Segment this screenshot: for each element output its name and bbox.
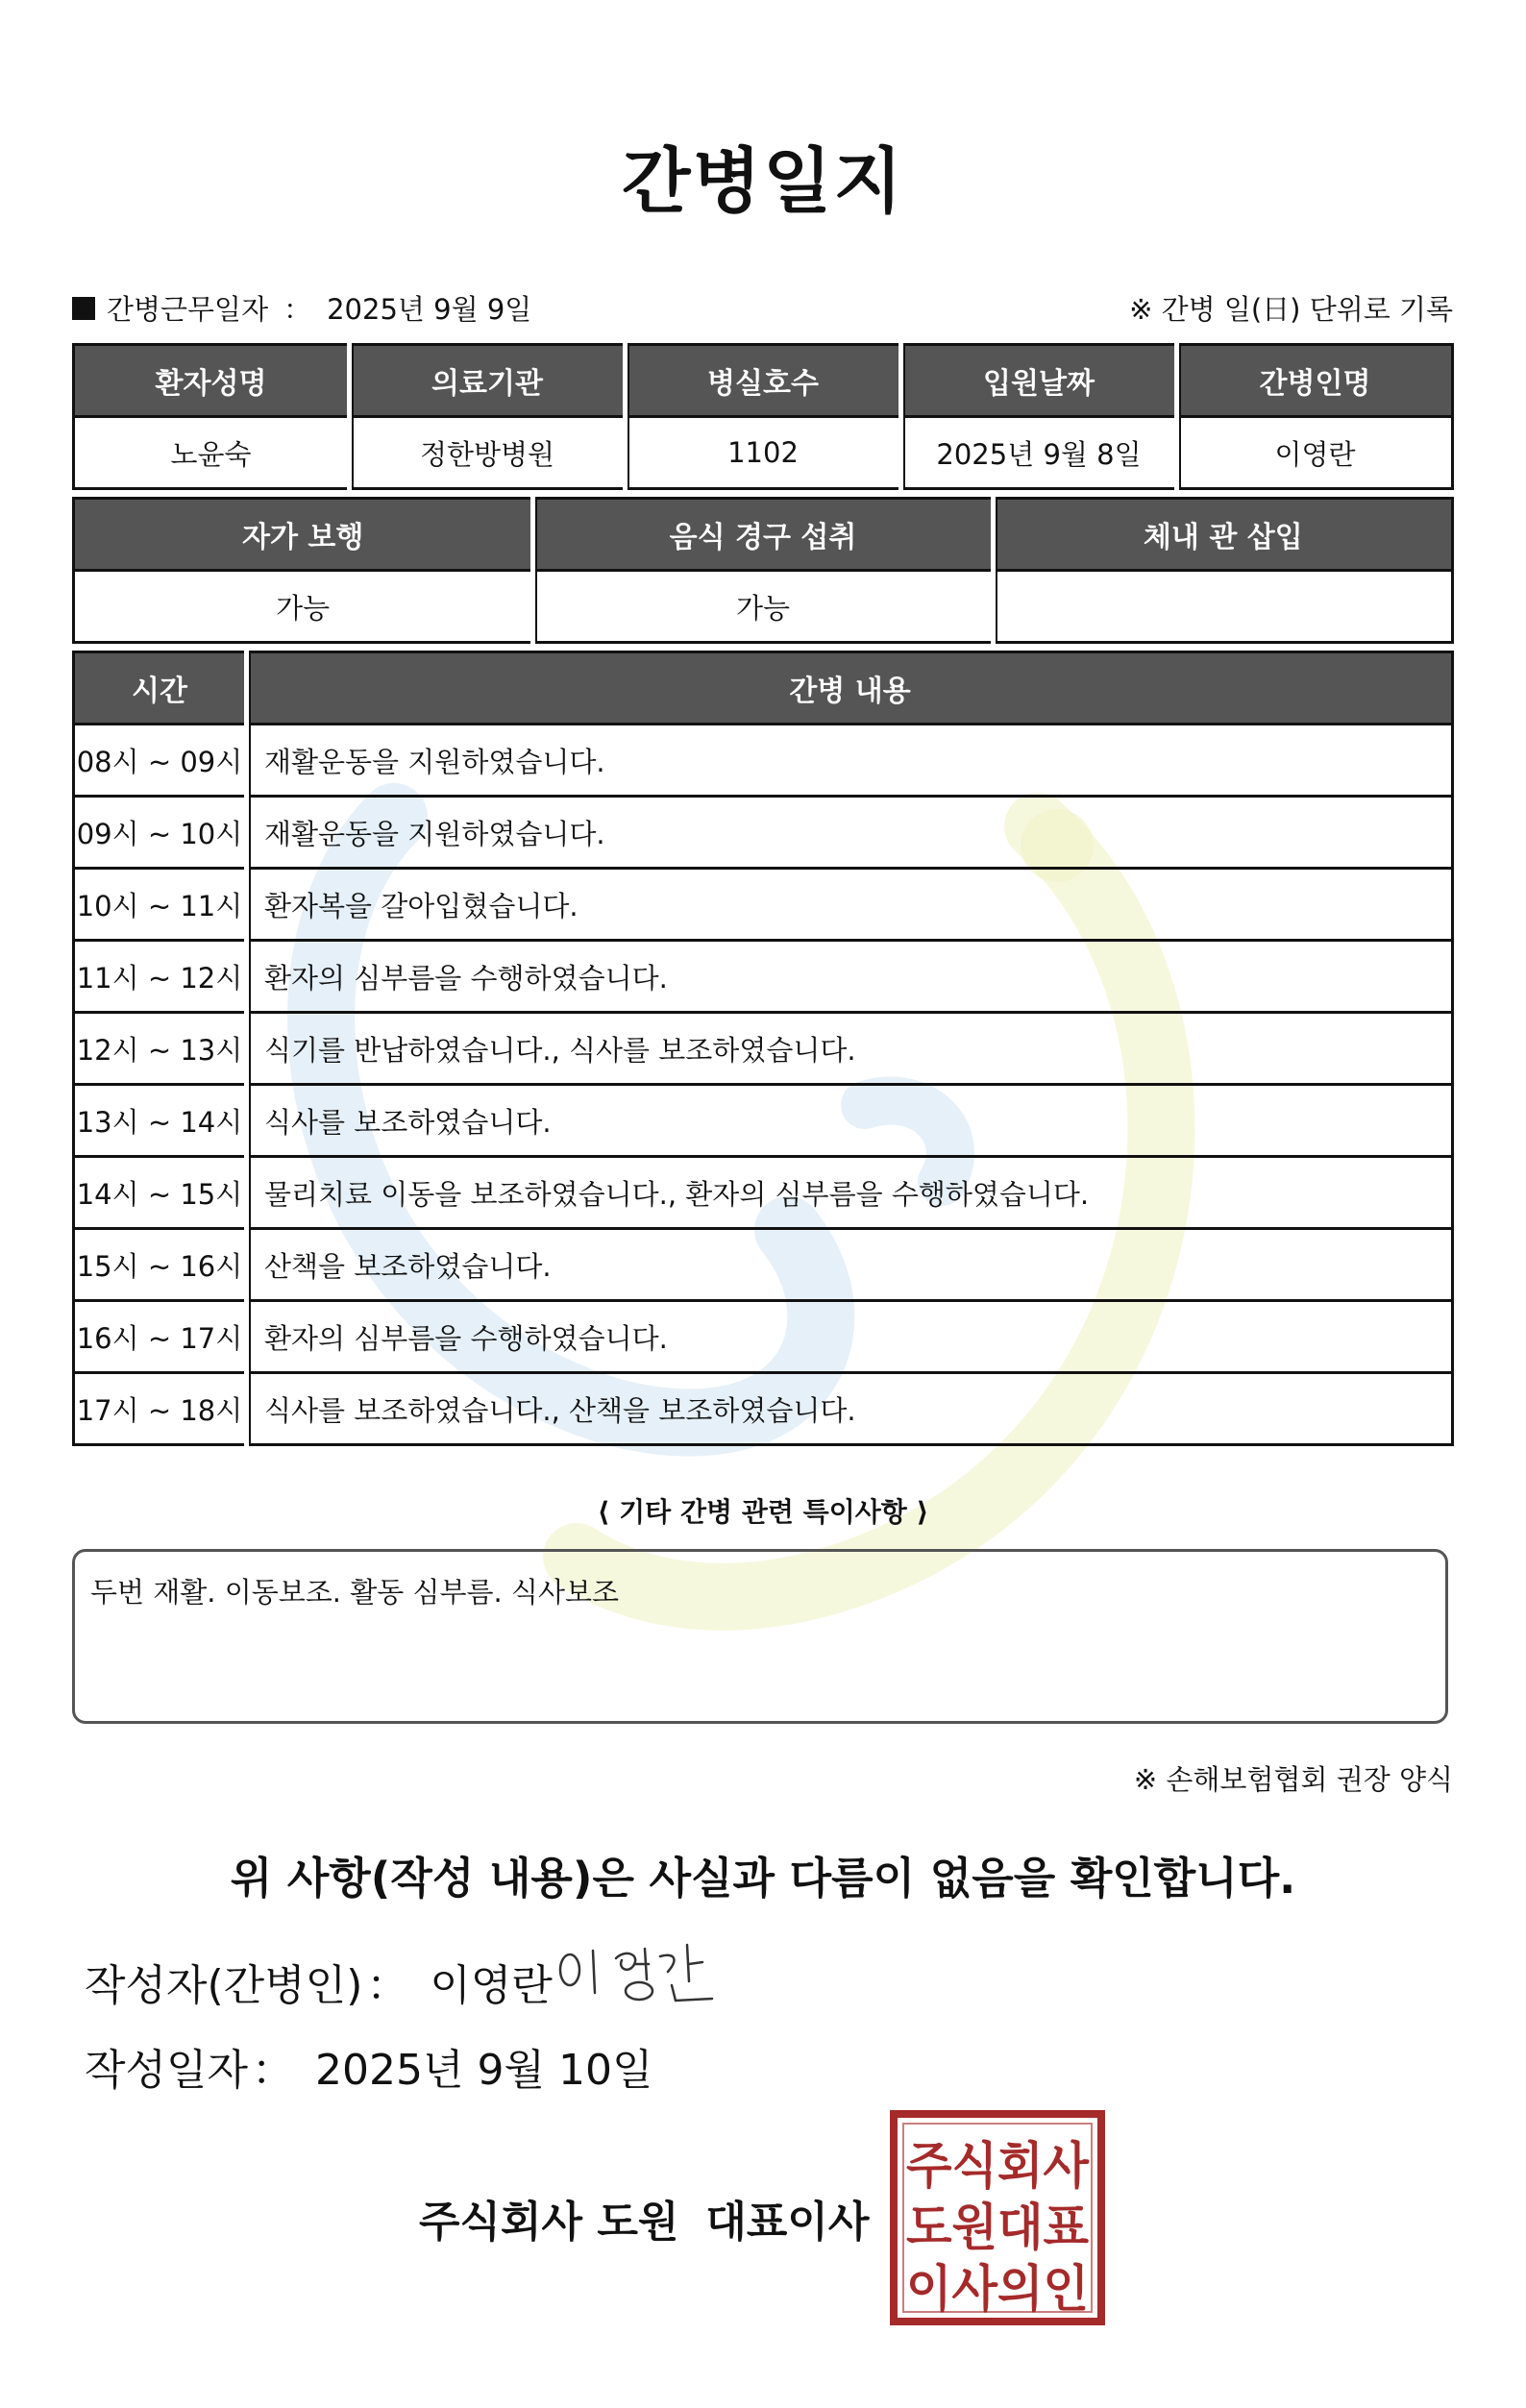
form-source-note: ※ 손해보험협회 권장 양식 xyxy=(1133,1763,1453,1796)
time-cell: 15시 ~ 16시 xyxy=(74,1229,247,1301)
table-row xyxy=(74,869,1453,941)
time-cell: 08시 ~ 09시 xyxy=(74,725,247,797)
table-row xyxy=(74,1301,1453,1373)
time-cell: 11시 ~ 12시 xyxy=(74,941,247,1013)
header-oral-intake: 음식 경구 섭취 xyxy=(533,499,993,571)
header-tube-insertion: 체내 관 삽입 xyxy=(993,499,1452,571)
page-title: 간병일지 xyxy=(622,140,904,223)
header-self-walking: 자가 보행 xyxy=(74,499,533,571)
header-room: 병실호수 xyxy=(626,345,901,417)
room-number: 1102 xyxy=(626,417,901,489)
admission-date: 2025년 9월 8일 xyxy=(901,417,1177,489)
content-cell: 환자복을 갈아입혔습니다. xyxy=(247,869,1453,941)
table-row xyxy=(74,1085,1453,1157)
writer-name: 이영란 xyxy=(430,1961,553,2010)
writer-colon: ： xyxy=(366,1961,409,2010)
table-header-row xyxy=(74,499,1453,571)
table-row xyxy=(74,1157,1453,1229)
header-admission-date: 입원날짜 xyxy=(901,345,1177,417)
table-row xyxy=(74,725,1453,797)
time-cell: 14시 ~ 15시 xyxy=(74,1157,247,1229)
content-cell: 환자의 심부름을 수행하였습니다. xyxy=(247,941,1453,1013)
time-cell: 16시 ~ 17시 xyxy=(74,1301,247,1373)
table-row xyxy=(74,1229,1453,1301)
company-title: 대표이사 xyxy=(705,2198,870,2247)
time-cell: 17시 ~ 18시 xyxy=(74,1373,247,1445)
company-seal-stamp xyxy=(890,2110,1105,2325)
table-row xyxy=(74,1013,1453,1085)
special-notes-title: ⟨ 기타 간병 관련 특이사항 ⟩ xyxy=(597,1496,929,1528)
work-date-label: 간병근무일자 xyxy=(107,293,269,326)
time-cell: 12시 ~ 13시 xyxy=(74,1013,247,1085)
header-institution: 의료기관 xyxy=(350,345,626,417)
care-log-table xyxy=(72,651,1454,1446)
header-caregiver-name: 간병인명 xyxy=(1177,345,1453,417)
table-row xyxy=(74,797,1453,869)
table-row xyxy=(74,571,1453,643)
table-header-row xyxy=(74,652,1453,725)
content-cell: 식사를 보조하였습니다., 산책을 보조하였습니다. xyxy=(247,1373,1453,1445)
header-patient-name: 환자성명 xyxy=(74,345,350,417)
content-cell: 식사를 보조하였습니다. xyxy=(247,1085,1453,1157)
content-cell: 환자의 심부름을 수행하였습니다. xyxy=(247,1301,1453,1373)
special-notes-box: 두번 재활. 이동보조. 활동 심부름. 식사보조 xyxy=(72,1549,1448,1724)
caregiver-name: 이영란 xyxy=(1177,417,1453,489)
company-name: 주식회사 도원 xyxy=(419,2198,679,2247)
time-cell: 09시 ~ 10시 xyxy=(74,797,247,869)
seal-line-2: 도원대표 xyxy=(906,2199,1089,2257)
institution: 정한방병원 xyxy=(350,417,626,489)
time-cell: 13시 ~ 14시 xyxy=(74,1085,247,1157)
written-date-label: 작성일자 xyxy=(85,2046,249,2095)
patient-name: 노윤숙 xyxy=(74,417,350,489)
self-walking-value: 가능 xyxy=(74,571,533,643)
content-cell: 식기를 반납하였습니다., 식사를 보조하였습니다. xyxy=(247,1013,1453,1085)
work-date xyxy=(72,288,531,328)
square-bullet-icon xyxy=(72,297,95,320)
seal-line-3: 이사의인 xyxy=(906,2261,1089,2319)
table-row xyxy=(74,941,1453,1013)
written-date-colon: ： xyxy=(252,2046,295,2095)
writer-label: 작성자(간병인) xyxy=(85,1961,363,2010)
content-cell: 재활운동을 지원하였습니다. xyxy=(247,797,1453,869)
patient-status-table xyxy=(72,497,1454,644)
content-cell: 산책을 보조하였습니다. xyxy=(247,1229,1453,1301)
time-cell: 10시 ~ 11시 xyxy=(74,869,247,941)
content-cell: 물리치료 이동을 보조하였습니다., 환자의 심부름을 수행하였습니다. xyxy=(247,1157,1453,1229)
company-line xyxy=(419,2187,869,2248)
table-row xyxy=(74,1373,1453,1445)
table-row xyxy=(74,417,1453,489)
table-header-row xyxy=(74,345,1453,417)
header-time: 시간 xyxy=(74,652,247,725)
work-date-value: 2025년 9월 9일 xyxy=(327,293,532,326)
seal-line-1: 주식회사 xyxy=(906,2138,1090,2196)
written-date-line xyxy=(85,2035,652,2097)
handwritten-signature xyxy=(553,1929,735,2016)
tube-insertion-value xyxy=(993,571,1452,643)
header-care-content: 간병 내용 xyxy=(247,652,1453,725)
written-date-value: 2025년 9월 10일 xyxy=(315,2046,653,2095)
work-date-separator: ： xyxy=(283,293,312,326)
writer-line xyxy=(85,1951,553,2012)
record-unit-note: ※ 간병 일(日) 단위로 기록 xyxy=(1129,293,1453,326)
oral-intake-value: 가능 xyxy=(533,571,993,643)
confirmation-statement: 위 사항(작성 내용)은 사실과 다름이 없음을 확인합니다. xyxy=(230,1853,1296,1904)
content-cell: 재활운동을 지원하였습니다. xyxy=(247,725,1453,797)
patient-info-table xyxy=(72,343,1454,490)
